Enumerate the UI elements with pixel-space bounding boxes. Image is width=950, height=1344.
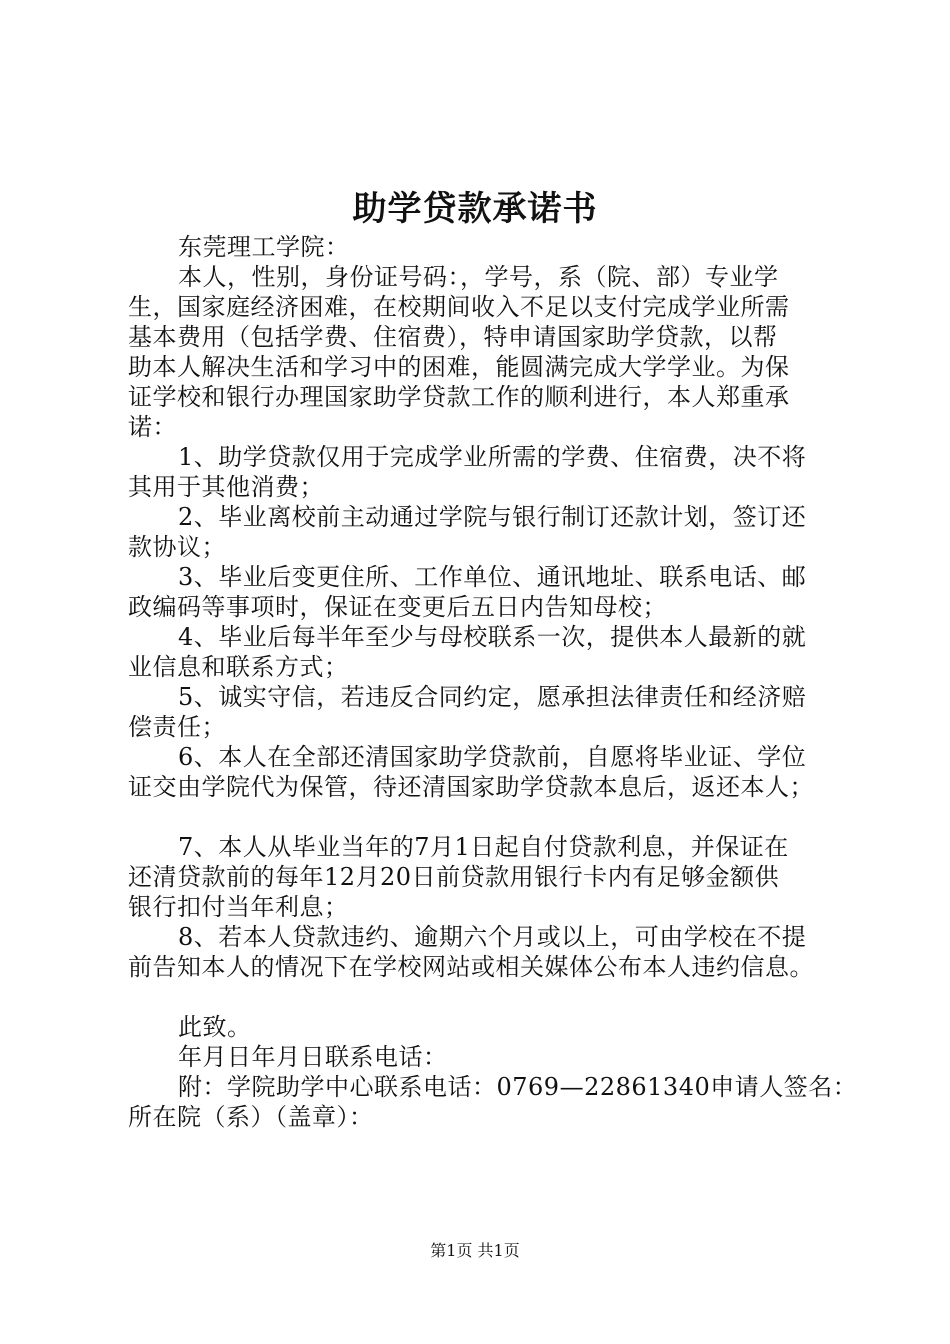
paragraph-line: 诺：: [128, 413, 177, 441]
spacer: [128, 982, 834, 1012]
closing: 此致。: [178, 1013, 252, 1041]
commitment-item-7: 7、本人从毕业当年的7月1日起自付贷款利息，并保证在: [178, 833, 789, 861]
commitment-item-2: 2、毕业离校前主动通过学院与银行制订还款计划，签订还: [178, 503, 807, 531]
document-title: 助学贷款承诺书: [352, 189, 598, 229]
commitment-item-5-cont: 偿责任；: [128, 713, 226, 741]
department-seal: 所在院（系）（盖章）：: [128, 1103, 374, 1131]
date-and-phone: 年月日年月日联系电话：: [178, 1043, 448, 1071]
commitment-item-3-cont: 政编码等事项时，保证在变更后五日内告知母校；: [128, 593, 667, 621]
paragraph-line: 本人，性别，身份证号码：，学号，系（院、部）专业学: [178, 263, 779, 291]
commitment-item-7-cont: 银行扣付当年利息；: [128, 893, 349, 921]
commitment-item-8-cont: 前告知本人的情况下在学校网站或相关媒体公布本人违约信息。: [128, 953, 814, 981]
salutation: 东莞理工学院：: [178, 233, 350, 261]
paragraph-line: 证学校和银行办理国家助学贷款工作的顺利进行，本人郑重承: [128, 383, 790, 411]
paragraph-line: 基本费用（包括学费、住宿费），特申请国家助学贷款，以帮: [128, 323, 778, 351]
commitment-item-6: 6、本人在全部还清国家助学贷款前，自愿将毕业证、学位: [178, 743, 807, 771]
commitment-item-4-cont: 业信息和联系方式；: [128, 653, 349, 681]
appendix-contact: 附：学院助学中心联系电话：0769—22861340申请人签名：: [178, 1073, 858, 1101]
commitment-item-1: 1、助学贷款仅用于完成学业所需的学费、住宿费，决不将: [178, 443, 807, 471]
spacer: [128, 802, 834, 832]
page-footer: 第1页 共1页: [430, 1241, 520, 1260]
commitment-item-4: 4、毕业后每半年至少与母校联系一次，提供本人最新的就: [178, 623, 807, 651]
commitment-item-2-cont: 款协议；: [128, 533, 226, 561]
paragraph-line: 生，国家庭经济困难，在校期间收入不足以支付完成学业所需: [128, 293, 790, 321]
commitment-item-3: 3、毕业后变更住所、工作单位、通讯地址、联系电话、邮: [178, 563, 807, 591]
document-body: [128, 232, 858, 1132]
commitment-item-6-cont: 证交由学院代为保管，待还清国家助学贷款本息后，返还本人；: [128, 773, 814, 801]
commitment-item-7-cont: 还清贷款前的每年12月20日前贷款用银行卡内有足够金额供: [128, 863, 780, 891]
paragraph-line: 助本人解决生活和学习中的困难，能圆满完成大学学业。为保: [128, 353, 790, 381]
commitment-item-1-cont: 其用于其他消费；: [128, 473, 324, 501]
commitment-item-8: 8、若本人贷款违约、逾期六个月或以上，可由学校在不提: [178, 923, 807, 951]
commitment-item-5: 5、诚实守信，若违反合同约定，愿承担法律责任和经济赔: [178, 683, 807, 711]
